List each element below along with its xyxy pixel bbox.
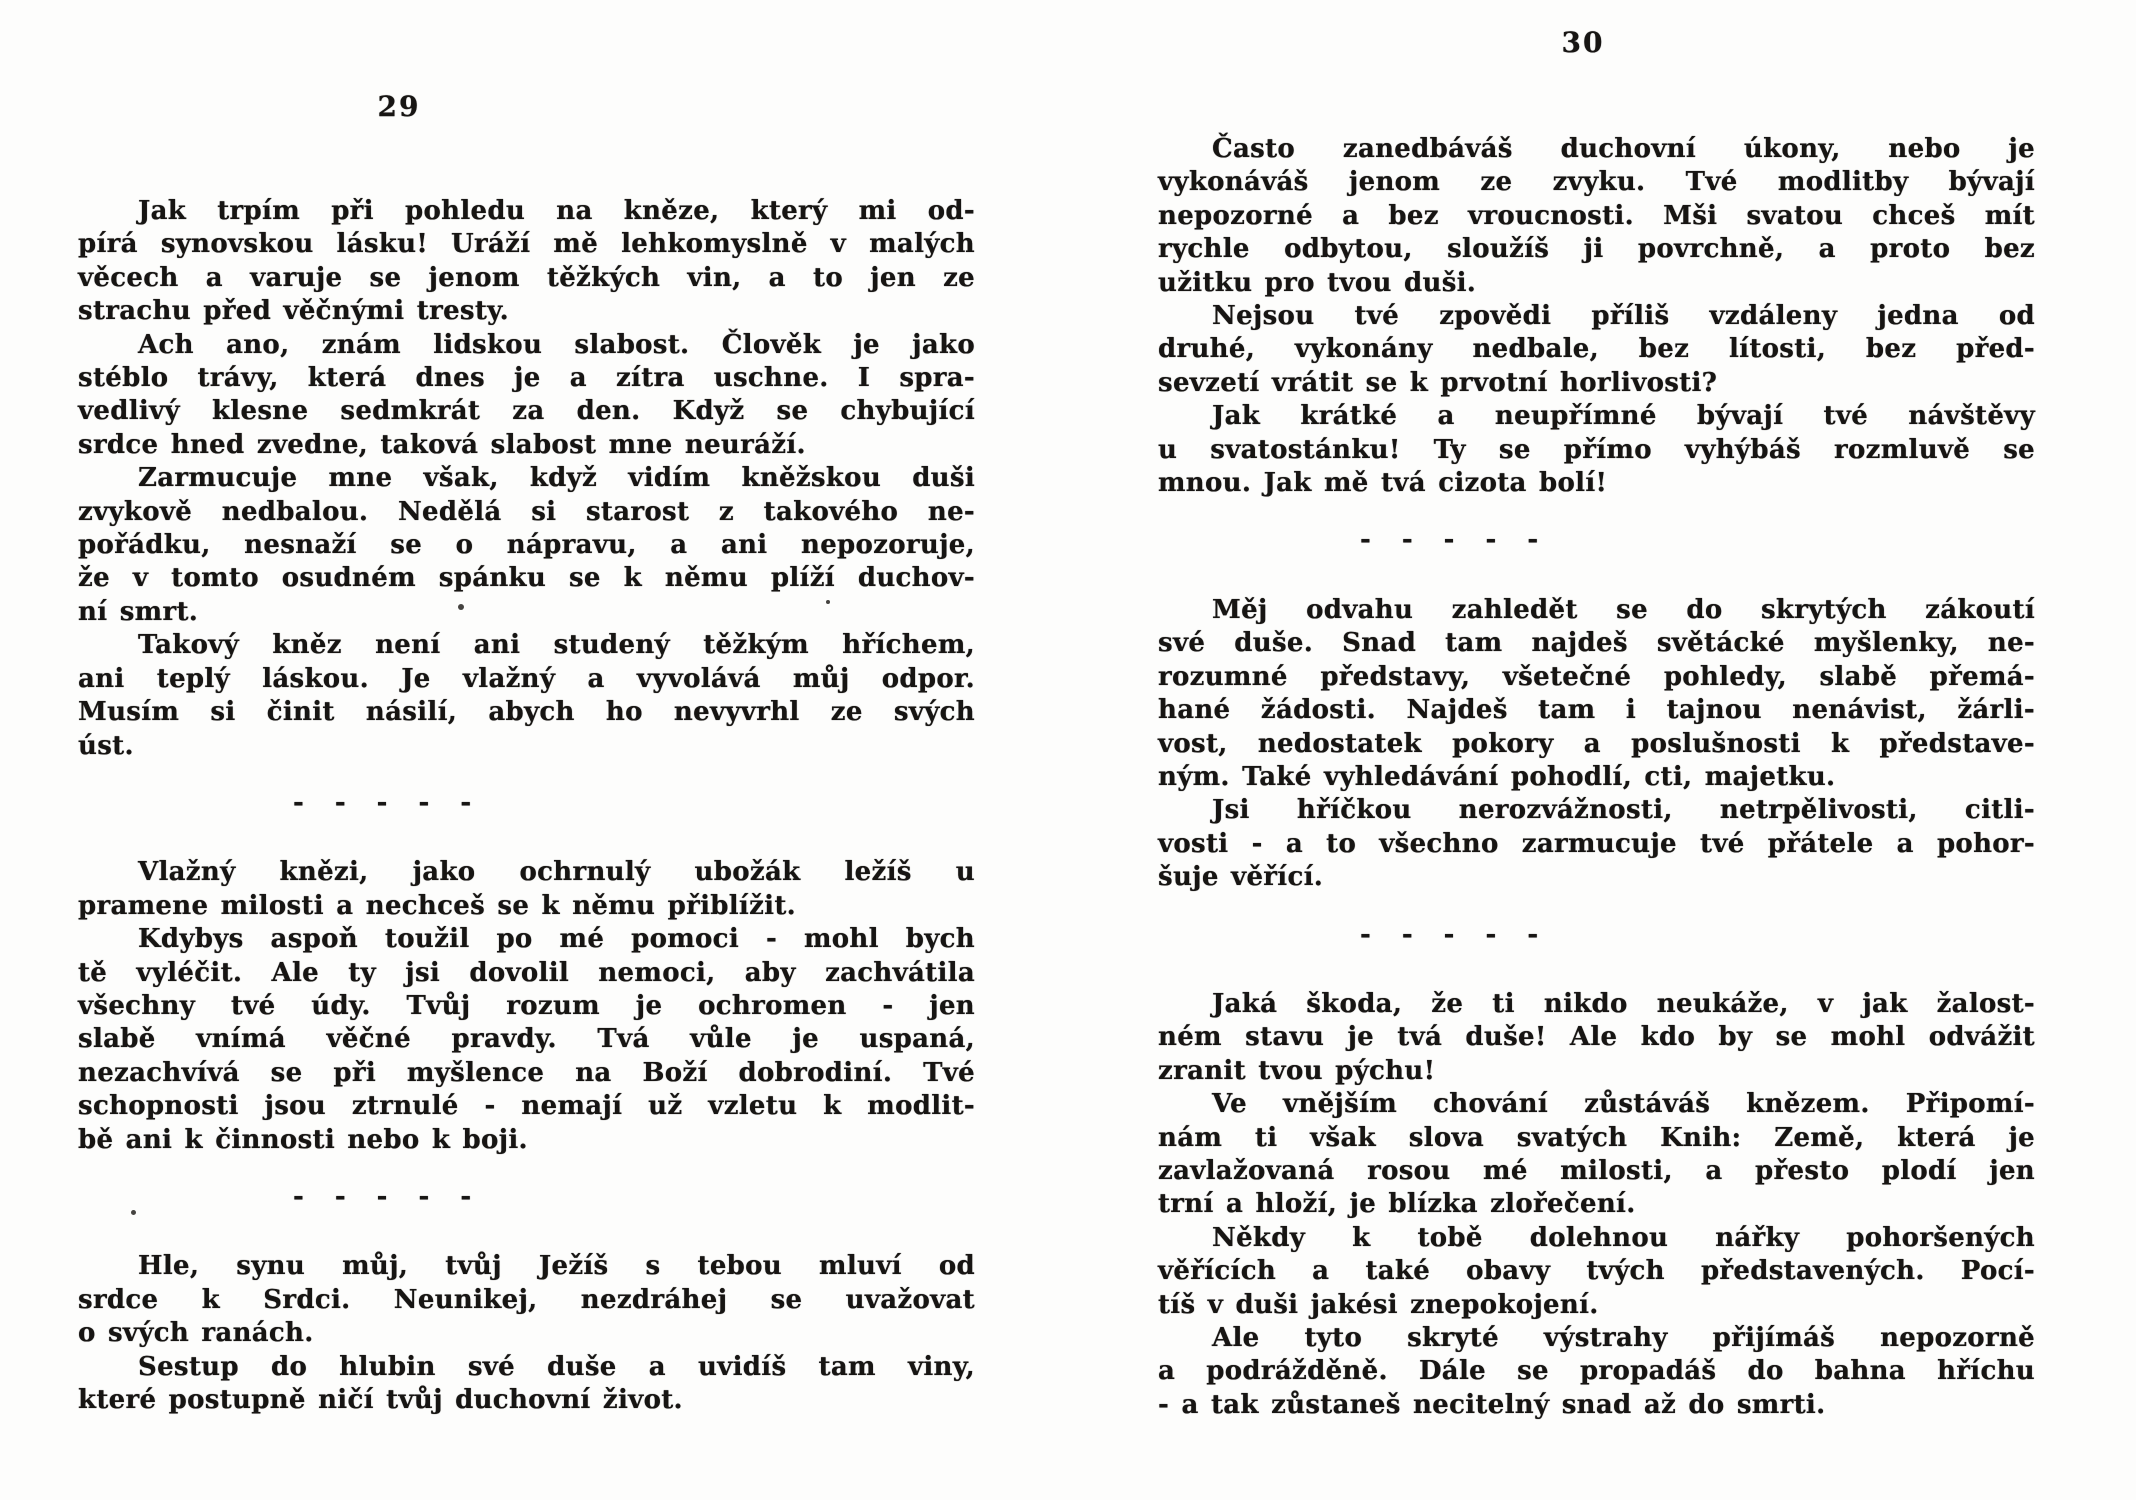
text-line: věřících a také obavy tvých představených. Pocí- xyxy=(1158,1256,2035,1287)
text-line: Jsi hříčkou nerozvážnosti, netrpělivosti, citli- xyxy=(1212,795,2035,826)
text-line: ani teplý láskou. Je vlažný a vyvolává můj odpor. xyxy=(78,663,975,694)
text-line: zavlažovaná rosou mé milosti, a přesto plodí jen xyxy=(1158,1155,2035,1186)
text-line: pírá synovskou lásku! Uráží mě lehkomyslně v malých xyxy=(78,229,975,260)
text-line: schopnosti jsou ztrnulé - nemají už vzletu k modlit- xyxy=(78,1091,975,1122)
text-line: hané žádosti. Najdeš tam i tajnou nenávist, žárli- xyxy=(1158,695,2035,726)
text-line: Takový kněz není ani studený těžkým hříchem, xyxy=(138,630,975,661)
text-line: šuje věřící. xyxy=(1158,862,1324,893)
text-line: nepozorné a bez vroucnosti. Mši svatou chceš mít xyxy=(1158,200,2035,231)
text-line: bě ani k činnosti nebo k boji. xyxy=(78,1124,528,1155)
text-line: sevzetí vrátit se k prvotní horlivosti? xyxy=(1158,367,1718,398)
text-line: stéblo trávy, která dnes je a zítra uschne. I spra- xyxy=(78,363,975,394)
section-separator: - - - - - xyxy=(1360,919,1548,950)
text-line: Vlažný knězi, jako ochrnulý ubožák ležíš u xyxy=(138,857,975,888)
ink-speck xyxy=(458,604,464,610)
text-line: užitku pro tvou duši. xyxy=(1158,267,1477,298)
text-line: zranit tvou pýchu! xyxy=(1158,1055,1436,1086)
page-30-text-column xyxy=(1158,133,2035,1422)
text-line: vedlivý klesne sedmkrát za den. Když se chybující xyxy=(78,396,975,427)
text-line: všechny tvé údy. Tvůj rozum je ochromen - jen xyxy=(78,990,975,1021)
text-line: srdce hned zvedne, taková slabost mne neuráží. xyxy=(78,429,806,460)
section-separator: - - - - - xyxy=(293,1181,481,1212)
page-29-text-column xyxy=(78,195,975,1417)
text-line: ném stavu je tvá duše! Ale kdo by se mohl odvážit xyxy=(1158,1022,2035,1053)
text-line: ní smrt. xyxy=(78,596,199,627)
text-line: které postupně ničí tvůj duchovní život. xyxy=(78,1385,683,1415)
text-line: úst. xyxy=(78,730,134,761)
text-line: Zarmucuje mne však, když vidím kněžskou duši xyxy=(138,463,975,494)
text-line: druhé, vykonány nedbale, bez lítosti, bez před- xyxy=(1158,334,2035,365)
text-line: strachu před věčnými tresty. xyxy=(78,296,509,327)
text-line: Jak trpím při pohledu na kněze, který mi od- xyxy=(138,196,975,226)
ink-speck xyxy=(826,600,830,604)
text-line: věcech a varuje se jenom těžkých vin, a to jen ze xyxy=(78,262,975,293)
text-line: Ach ano, znám lidskou slabost. Člověk je jako xyxy=(138,329,975,360)
text-line: a podrážděně. Dále se propadáš do bahna hříchu xyxy=(1158,1356,2035,1387)
text-line: rychle odbytou, sloužíš ji povrchně, a proto bez xyxy=(1158,234,2035,265)
text-line: slabě vnímá věčné pravdy. Tvá vůle je uspaná, xyxy=(78,1024,975,1055)
page-number-right: 30 xyxy=(1561,26,1605,59)
text-line: Jak krátké a neupřímné bývají tvé návštěvy xyxy=(1212,401,2035,432)
text-line: Ale tyto skryté výstrahy přijímáš nepozorně xyxy=(1212,1323,2035,1353)
text-line: Často zanedbáváš duchovní úkony, nebo je xyxy=(1212,134,2035,164)
ink-speck xyxy=(131,1210,136,1215)
text-line: vykonáváš jenom ze zvyku. Tvé modlitby bývají xyxy=(1158,167,2035,198)
text-line: že v tomto osudném spánku se k němu plíží duchov- xyxy=(78,563,975,594)
section-separator: - - - - - xyxy=(1360,525,1548,556)
text-line: Kdybys aspoň toužil po mé pomoci - mohl bych xyxy=(138,924,975,955)
text-line: tě vyléčit. Ale ty jsi dovolil nemoci, aby zachvátila xyxy=(78,957,975,988)
text-line: Sestup do hlubin své duše a uvidíš tam viny, xyxy=(138,1351,975,1382)
text-line: zvykově nedbalou. Nedělá si starost z takového ne- xyxy=(78,496,975,527)
text-line: Měj odvahu zahledět se do skrytých zákoutí xyxy=(1212,594,2035,625)
text-line: Musím si činit násilí, abych ho nevyvrhl ze svých xyxy=(78,697,975,728)
text-line: - a tak zůstaneš necitelný snad až do smrti. xyxy=(1158,1389,1826,1420)
text-line: mnou. Jak mě tvá cizota bolí! xyxy=(1158,468,1608,499)
text-line: tíš v duši jakési znepokojení. xyxy=(1158,1289,1599,1320)
text-line: o svých ranách. xyxy=(78,1318,314,1349)
text-line: srdce k Srdci. Neunikej, nezdráhej se uvažovat xyxy=(78,1284,975,1315)
section-separator: - - - - - xyxy=(293,787,481,818)
text-line: pramene milosti a nechceš se k němu přiblížit. xyxy=(78,890,796,921)
text-line: vosti - a to všechno zarmucuje tvé přátele a pohor- xyxy=(1158,828,2035,859)
text-line: nezachvívá se při myšlence na Boží dobrodiní. Tvé xyxy=(78,1057,975,1088)
text-line: Ve vnějším chování zůstáváš knězem. Připomí- xyxy=(1212,1089,2035,1120)
text-line: nám ti však slova svatých Knih: Země, která je xyxy=(1158,1122,2035,1153)
text-line: Jaká škoda, že ti nikdo neukáže, v jak žalost- xyxy=(1212,988,2035,1019)
text-line: vost, nedostatek pokory a poslušnosti k představe- xyxy=(1158,728,2035,759)
text-line: Nejsou tvé zpovědi příliš vzdáleny jedna od xyxy=(1212,301,2035,332)
text-line: trní a hloží, je blízka zlořečení. xyxy=(1158,1189,1636,1220)
text-line: Hle, synu můj, tvůj Ježíš s tebou mluví od xyxy=(138,1251,975,1282)
page-number-left: 29 xyxy=(377,90,421,123)
text-line: pořádku, nesnaží se o nápravu, a ani nepozoruje, xyxy=(78,530,975,561)
text-line: rozumné představy, všetečné pohledy, slabě přemá- xyxy=(1158,661,2035,692)
text-line: u svatostánku! Ty se přímo vyhýbáš rozmluvě se xyxy=(1158,434,2035,465)
text-line: ným. Také vyhledávání pohodlí, cti, majetku. xyxy=(1158,761,1836,792)
text-line: své duše. Snad tam najdeš světácké myšlenky, ne- xyxy=(1158,628,2035,659)
text-line: Někdy k tobě dolehnou nářky pohoršených xyxy=(1212,1222,2035,1253)
